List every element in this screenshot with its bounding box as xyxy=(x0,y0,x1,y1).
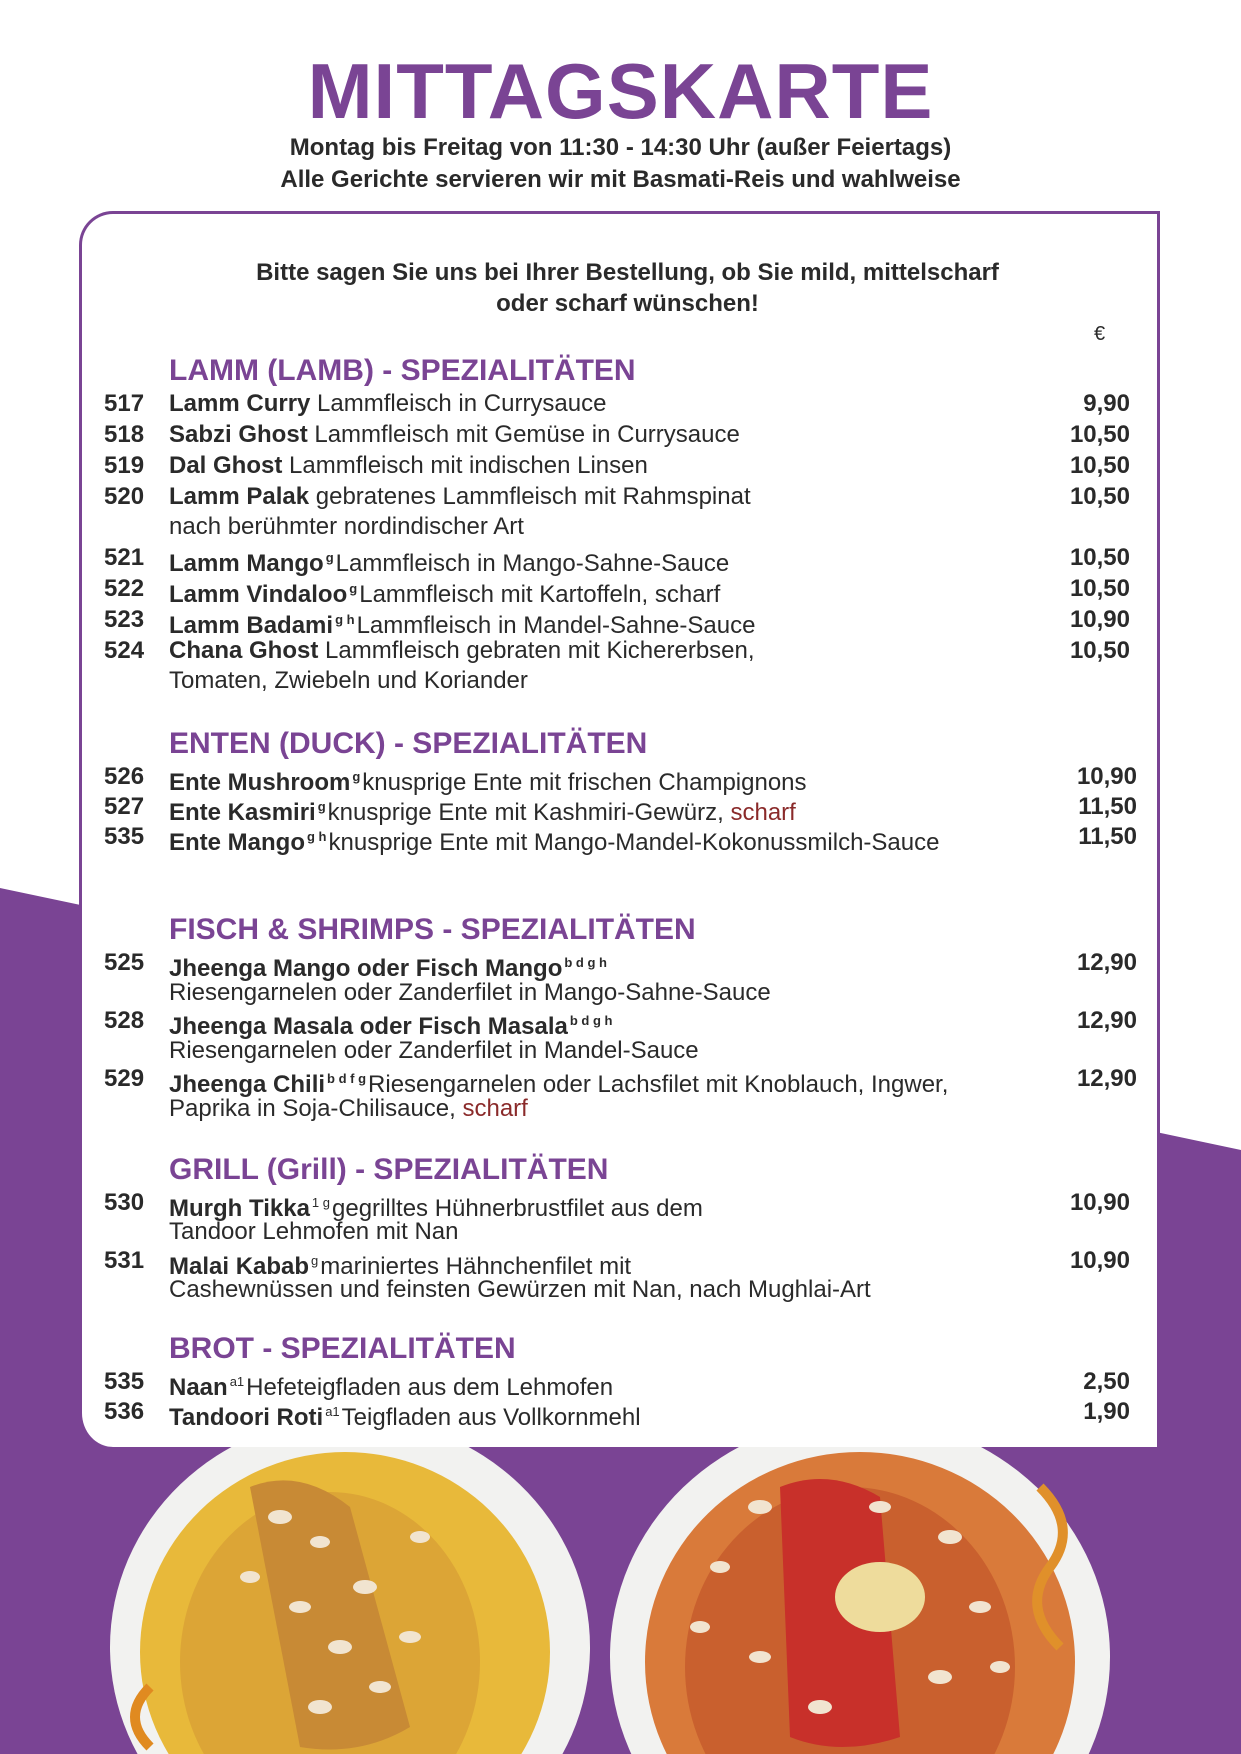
currency-symbol: € xyxy=(1094,323,1106,345)
menu-item-continuation: Paprika in Soja-Chilisauce, scharf xyxy=(169,1095,528,1122)
page-title: MITTAGSKARTE xyxy=(307,47,934,135)
section-title-ente: ENTEN (DUCK) - SPEZIALITÄTEN xyxy=(169,727,648,760)
food-photos xyxy=(0,1447,1241,1754)
spice-notice xyxy=(160,257,1095,319)
section-title-fisch: FISCH & SHRIMPS - SPEZIALITÄTEN xyxy=(169,913,696,946)
opening-hours: Montag bis Freitag von 11:30 - 14:30 Uhr (außer Feiertags) xyxy=(289,134,952,161)
menu-item-continuation: Riesengarnelen oder Zanderfilet in Mango-Sahne-Sauce xyxy=(169,979,771,1006)
menu-item-continuation: Tomaten, Zwiebeln und Koriander xyxy=(169,667,528,694)
menu-item-continuation: Tandoor Lehmofen mit Nan xyxy=(169,1218,459,1245)
menu-item-continuation: Cashewnüssen und feinsten Gewürzen mit Nan, nach Mughlai-Art xyxy=(169,1276,871,1303)
dish-right-image xyxy=(610,1447,1110,1754)
menu-item-continuation: Riesengarnelen oder Zanderfilet in Mandel-Sauce xyxy=(169,1037,699,1064)
spice-notice-line1: Bitte sagen Sie uns bei Ihrer Bestellung, ob Sie mild, mittelscharf xyxy=(256,259,999,286)
rice-note: Alle Gerichte servieren wir mit Basmati-Reis und wahlweise xyxy=(280,166,961,193)
section-title-lamm: LAMM (LAMB) - SPEZIALITÄTEN xyxy=(169,354,636,387)
spice-notice-line2: oder scharf wünschen! xyxy=(496,290,759,317)
page-header xyxy=(0,47,1241,196)
dish-left-image xyxy=(110,1447,590,1754)
section-title-grill: GRILL (Grill) - SPEZIALITÄTEN xyxy=(169,1153,609,1186)
menu-item-continuation: nach berühmter nordindischer Art xyxy=(169,513,524,540)
section-title-brot: BROT - SPEZIALITÄTEN xyxy=(169,1332,516,1365)
